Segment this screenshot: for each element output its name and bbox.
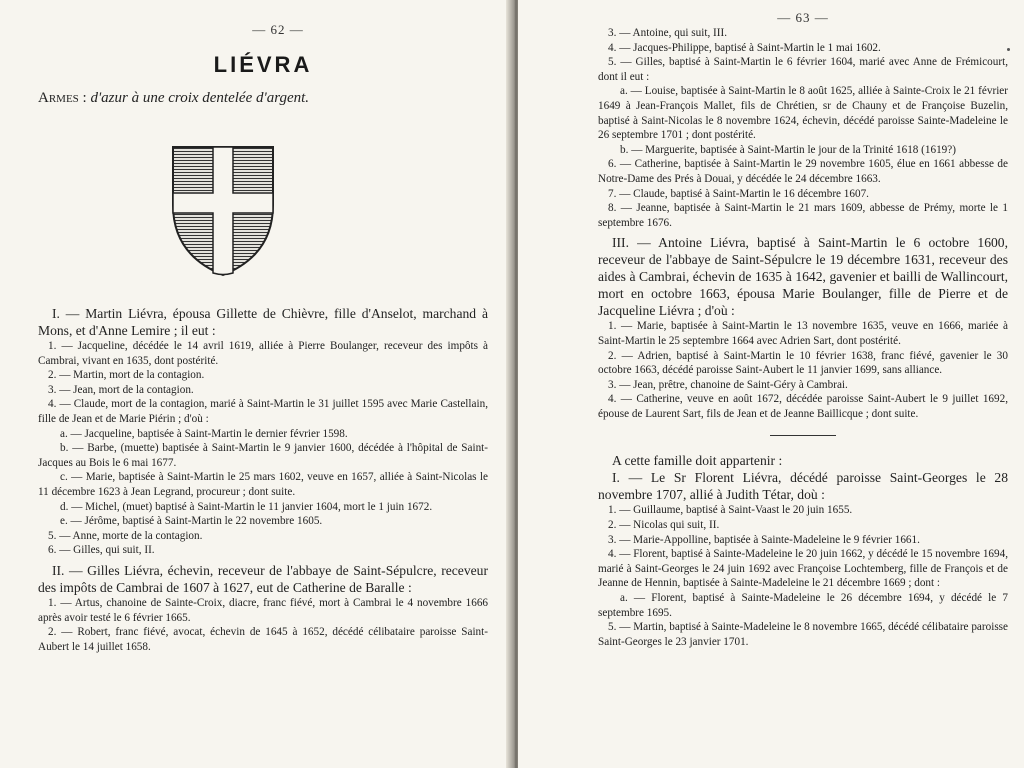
entry: a. — Louise, baptisée à Saint-Martin le 8 août 1625, alliée à Sainte-Croix le 21 février 1649 à Jean-François Mallet, fils de Chrétien, sr de Chauny et de Françoise Buzelin, baptisé à Saint-Nicolas le 8 novembre 1624, échevin, décédé paroisse Sainte-Madeleine le 26 septembre 1701 ; dont postérité. xyxy=(598,85,1008,142)
entry: b. — Marguerite, baptisée à Saint-Martin le jour de la Trinité 1618 (1619?) xyxy=(620,143,956,156)
entry: 1. — Jacqueline, décédée le 14 avril 1619, alliée à Pierre Boulanger, receveur des impôts à Cambrai, vivant en 1635, dont postérité. xyxy=(38,340,488,367)
entry: c. — Marie, baptisée à Saint-Martin le 25 mars 1602, veuve en 1657, alliée à Saint-Nicolas le 11 décembre 1623 à Jean Legrand, procureur ; dont suite. xyxy=(38,471,488,498)
entry: 4. — Florent, baptisé à Sainte-Madeleine le 20 juin 1662, y décédé le 15 novembre 1694, marié à Saint-Georges le 24 juin 1692 avec Françoise Lochtemberg, fille de François et de Jeanne de Hennin, baptisée à Sainte-Madeleine le 21 décembre 1669 ; dont : xyxy=(598,548,1008,590)
entry: 1. — Marie, baptisée à Saint-Martin le 13 novembre 1635, veuve en 1666, mariée à Saint-Martin le 25 septembre 1664 avec Adrien Sart, dont postérité. xyxy=(598,320,1008,347)
entry: a. — Jacqueline, baptisée à Saint-Martin le dernier février 1598. xyxy=(60,427,348,440)
entry: 6. — Gilles, qui suit, II. xyxy=(48,544,155,557)
entry: e. — Jérôme, baptisé à Saint-Martin le 22 novembre 1605. xyxy=(60,515,323,528)
entry: 6. — Catherine, baptisée à Saint-Martin le 29 novembre 1605, élue en 1661 abbesse de Notre-Dame des Prés à Douai, y décédée le 24 décembre 1663. xyxy=(598,158,1008,185)
entry: I. — Martin Liévra, épousa Gillette de Chièvre, fille d'Anselot, marchand à Mons, et d'Anne Lemire ; il eut : xyxy=(38,306,488,338)
entry: 2. — Adrien, baptisé à Saint-Martin le 10 février 1638, franc fiévé, gavenier le 30 octobre 1663, décédé paroisse Saint-Aubert le 11 janvier 1699, sans alliance. xyxy=(598,349,1008,377)
entry: 4. — Jacques-Philippe, baptisé à Saint-Martin le 1 mai 1602. xyxy=(608,41,881,54)
armes-label: Armes : xyxy=(38,90,87,106)
entry: 3. — Jean, mort de la contagion. xyxy=(48,383,194,396)
entry: 4. — Claude, mort de la contagion, marié à Saint-Martin le 31 juillet 1595 avec Marie Castellain, fille de Jean et de Marie Piérin ; d'où : xyxy=(38,398,488,425)
right-page xyxy=(518,0,1024,768)
entry: 5. — Martin, baptisé à Sainte-Madeleine le 8 novembre 1665, décédé célibataire paroisse Saint-Georges le 23 janvier 1701. xyxy=(598,621,1008,648)
entry: 2. — Martin, mort de la contagion. xyxy=(48,369,205,382)
armes-line xyxy=(38,90,488,107)
entry: 5. — Anne, morte de la contagion. xyxy=(48,529,203,542)
entry: 3. — Jean, prêtre, chanoine de Saint-Géry à Cambrai. xyxy=(608,378,848,391)
right-entries-bottom xyxy=(598,452,1008,649)
entry: I. — Le Sr Florent Liévra, décédé paroisse Saint-Georges le 28 novembre 1707, allié à Judith Tétar, doù : xyxy=(598,470,1008,503)
entry: 2. — Nicolas qui suit, II. xyxy=(608,519,720,532)
section-divider xyxy=(770,435,836,436)
section-intro: A cette famille doit appartenir : xyxy=(612,453,783,469)
entry: d. — Michel, (muet) baptisé à Saint-Martin le 11 janvier 1604, mort le 1 juin 1672. xyxy=(60,500,433,513)
entry: 3. — Antoine, qui suit, III. xyxy=(608,27,728,39)
entry: II. — Gilles Liévra, échevin, receveur de l'abbaye de Saint-Sépulcre, receveur des impôts de Cambrai de 1607 à 1627, eut de Catherine de Baralle : xyxy=(38,562,488,595)
entry: III. — Antoine Liévra, baptisé à Saint-Martin le 6 octobre 1600, receveur de l'abbaye de Saint-Sépulcre le 19 décembre 1631, receveur des aides à Cambrai, échevin de 1635 à 1642, gavenier et bailli de Wallincourt, mort en octobre 1663, épousa Marie Boulanger, fille de Pierre et de Jacqueline Liévra ; d'où : xyxy=(598,235,1008,319)
entry: 1. — Guillaume, baptisé à Saint-Vaast le 20 juin 1655. xyxy=(608,504,853,517)
entry: b. — Barbe, (muette) baptisée à Saint-Martin le 9 janvier 1600, décédée à l'hôpital de Saint-Jacques au Bois le 6 mai 1677. xyxy=(38,442,488,469)
family-title: LIÉVRA xyxy=(213,52,313,77)
shield-cross-icon xyxy=(163,135,283,285)
entry: 1. — Artus, chanoine de Sainte-Croix, diacre, franc fiévé, mort à Cambrai le 4 novembre 1666 après avoir testé le 6 février 1665. xyxy=(38,596,488,624)
entry: 4. — Catherine, veuve en août 1672, décédée paroisse Saint-Aubert le 9 juillet 1692, épouse de Laurent Sart, fils de Jean et de Jeanne Baillicque ; dont suite. xyxy=(598,393,1008,420)
entry: 7. — Claude, baptisé à Saint-Martin le 16 décembre 1607. xyxy=(608,187,869,200)
speck-mark xyxy=(1007,48,1010,51)
entry: 8. — Jeanne, baptisée à Saint-Martin le 21 mars 1609, abbesse de Prémy, morte le 1 septembre 1676. xyxy=(598,202,1008,229)
right-entries-top xyxy=(598,26,1008,421)
armes-text: d'azur à une croix dentelée d'argent. xyxy=(90,90,310,106)
entry: 3. — Marie-Appolline, baptisée à Sainte-Madeleine le 9 février 1661. xyxy=(608,533,920,546)
page-number-left: — 62 — xyxy=(252,22,304,37)
entry: 5. — Gilles, baptisé à Saint-Martin le 6 février 1604, marié avec Anne de Frémicourt, dont il eut : xyxy=(598,56,1008,83)
entry: a. — Florent, baptisé à Sainte-Madeleine le 26 décembre 1694, y décédé le 7 septembre 1695. xyxy=(598,592,1008,619)
page-number-right: — 63 — xyxy=(777,10,829,25)
entry: 2. — Robert, franc fiévé, avocat, échevin de 1645 à 1652, décédé célibataire paroisse Saint-Aubert le 14 juillet 1658. xyxy=(38,626,488,653)
left-entries xyxy=(38,305,488,654)
